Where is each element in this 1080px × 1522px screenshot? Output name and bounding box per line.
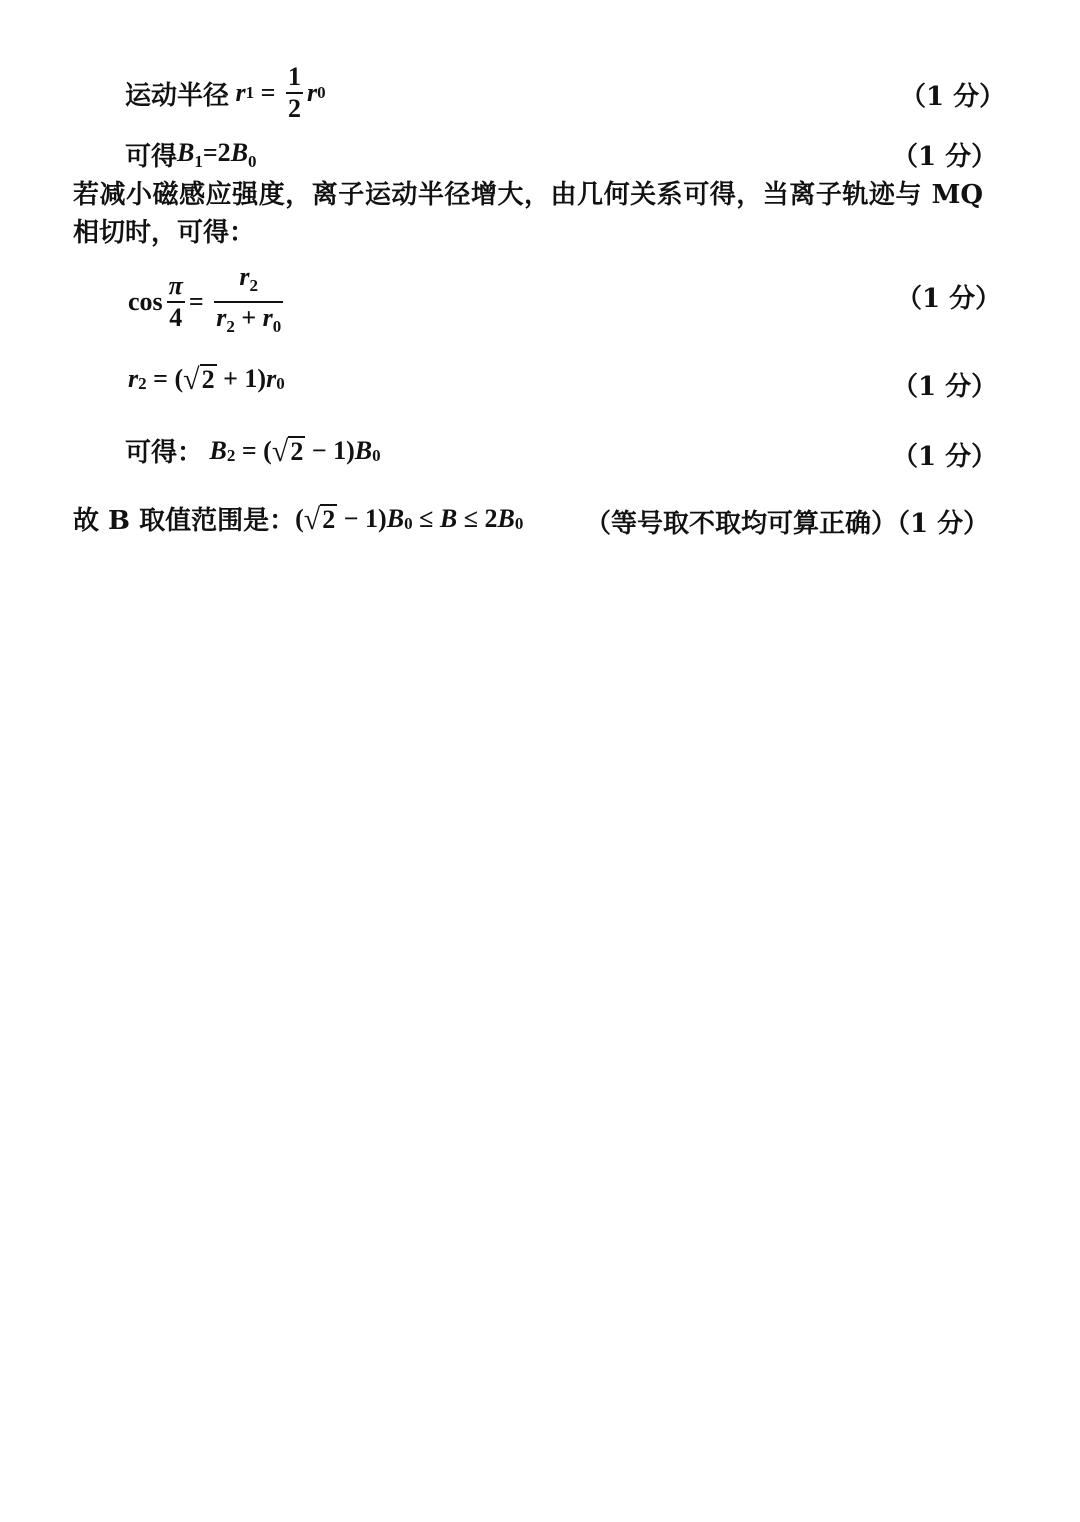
b2-score: （1 分）	[892, 442, 998, 472]
radius-formula-line	[125, 62, 326, 124]
b1-formula: $B_1=2B_0$	[177, 137, 257, 171]
range-line	[73, 500, 523, 537]
cos-equation: cos $\frac{\pi}{4}$ = $\frac{r_2}{r_2 + r_0}$	[128, 262, 287, 342]
b2-label: 可得：	[125, 438, 204, 468]
b1-line	[125, 136, 257, 173]
r2-formula: r 2 = ( √ 2 + 1) r 0	[128, 363, 285, 396]
sqrt-two: √ 2	[303, 502, 336, 536]
b2-line	[125, 432, 381, 469]
range-label: 故 B 取值范围是：	[73, 506, 296, 536]
radius-formula: r 1 = $\frac{1}{2}$ r 0	[229, 62, 326, 123]
b1-label: 可得	[125, 142, 178, 172]
range-note: （等号取不取均可算正确）（1 分）	[585, 509, 990, 539]
r2-score: （1 分）	[892, 372, 998, 402]
b1-score: （1 分）	[892, 142, 998, 172]
r-ratio-fraction: $\frac{r_2}{r_2 + r_0}$	[216, 262, 282, 336]
sqrt-two: √ 2	[183, 363, 215, 396]
sqrt-two: √ 2	[271, 434, 304, 468]
explanation-paragraph: 若减小磁感应强度，离子运动半径增大，由几何关系可得，当离子轨迹与 MQ 相切时，可得：	[73, 180, 983, 248]
radius-label: 运动半径	[125, 80, 230, 111]
range-formula: ( √ 2 − 1) B 0 ≤ B ≤ 2 B 0	[295, 502, 524, 536]
cos-score: （1 分）	[896, 284, 1002, 314]
r2-line	[128, 364, 285, 394]
b2-formula: B 2 = ( √ 2 − 1) B 0	[203, 434, 381, 468]
one-half-fraction: $\frac{1}{2}$	[287, 62, 301, 123]
pi-over-four-fraction: $\frac{\pi}{4}$	[168, 271, 183, 332]
radius-score: （1 分）	[900, 82, 1006, 112]
cos-equation-line	[128, 262, 287, 342]
